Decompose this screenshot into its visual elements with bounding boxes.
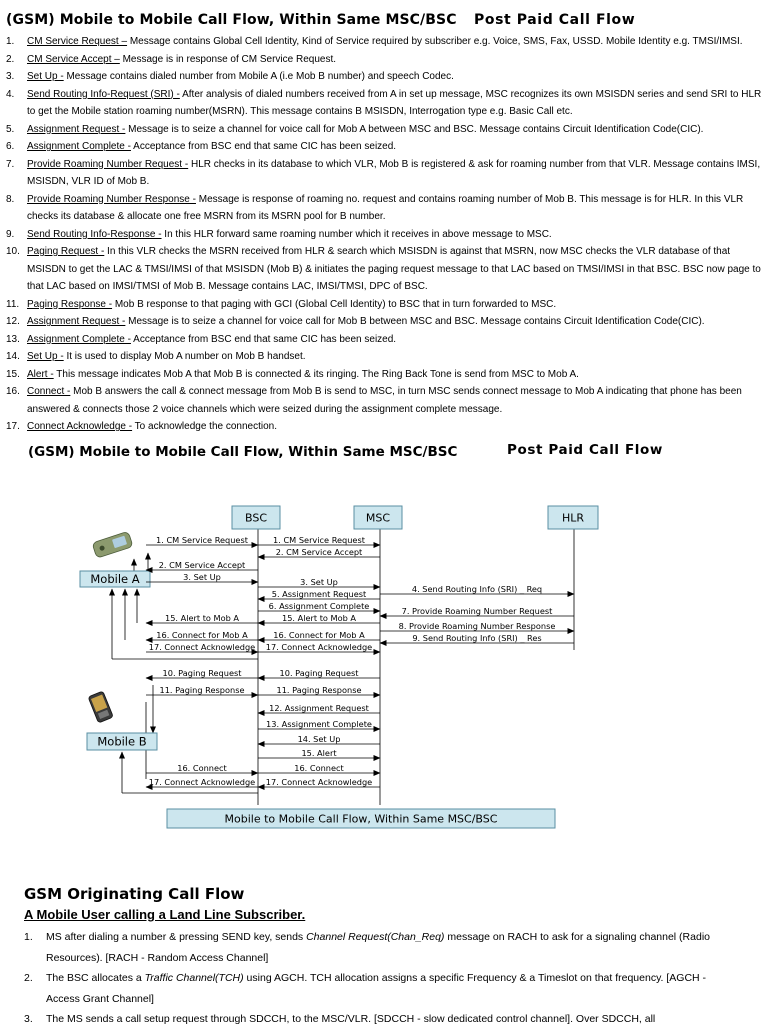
bsc-label: BSC xyxy=(244,511,268,525)
step-item xyxy=(0,331,766,349)
message-arrow xyxy=(258,642,380,652)
message-arrow xyxy=(380,606,574,616)
message-arrow xyxy=(146,630,258,640)
step-item xyxy=(0,138,766,156)
step-text: Message is to seize a channel for voice call for Mob B between MSC and BSC. Message contains Circuit Identification Code(CIC). xyxy=(125,316,705,327)
originating-steps-list xyxy=(0,927,766,1030)
message-label: 17. Connect Acknowledge xyxy=(265,777,373,787)
header xyxy=(6,12,766,32)
step-text: Message is in response of CM Service Request. xyxy=(119,53,337,65)
step-term: Connect Acknowledge - xyxy=(27,421,133,432)
step-term: Alert - xyxy=(27,368,54,380)
step-term: Set Up - xyxy=(27,71,64,82)
step-text: Mob B answers the call & connect message from Mob B is send to MSC, in turn MSC sends connect message to Mob A indicating that phone has been answered & connects those 2 voice channels which were seized during the assignment complete message. xyxy=(27,386,742,415)
message-label: 14. Set Up xyxy=(297,734,341,744)
message-label: 16. Connect xyxy=(294,763,344,773)
message-label: 10. Paging Request xyxy=(162,668,242,678)
step-term: Paging Response - xyxy=(27,298,113,310)
step-number: 6. xyxy=(6,141,15,152)
message-arrow xyxy=(146,535,258,545)
message-arrow xyxy=(146,642,258,652)
step-number: 13. xyxy=(6,333,20,345)
message-label: 17. Connect Acknowledge xyxy=(148,777,256,787)
message-arrow xyxy=(146,763,258,773)
message-label: 16. Connect for Mob A xyxy=(273,630,365,640)
step-term: Assignment Request - xyxy=(27,123,126,135)
step-term: Paging Request - xyxy=(27,246,105,257)
message-arrow xyxy=(258,719,380,729)
message-label: 15. Alert to Mob A xyxy=(164,613,240,623)
mobile-b-label: Mobile B xyxy=(97,734,147,749)
step-item xyxy=(0,296,766,314)
step-text: After analysis of dialed numbers received from A in set up message, MSC recognizes its own MSISDN series and send SRI to HLR to get the Mobile station roaming number(MSRN). This message contains B MSISDN, Interrogation type e.g. Basic Call etc. xyxy=(27,88,762,117)
originating-title: GSM Originating Call Flow xyxy=(24,885,245,903)
step-term: Connect - xyxy=(27,386,71,397)
step-number: 3. xyxy=(6,71,15,82)
step-text: Mob B response to that paging with GCI (Global Cell Identity) to BSC that in turn forwarded to MSC. xyxy=(112,298,557,310)
step-item xyxy=(0,33,766,51)
step-number: 10. xyxy=(6,246,20,257)
step-number: 17. xyxy=(6,421,20,432)
message-arrow xyxy=(258,734,380,744)
message-arrow xyxy=(258,601,380,611)
step-number: 1. xyxy=(6,36,15,47)
step-number: 9. xyxy=(6,228,15,240)
step-channel: Traffic Channel(TCH) xyxy=(144,972,244,984)
message-label: 11. Paging Response xyxy=(159,685,245,695)
message-arrow xyxy=(146,572,258,582)
step-number: 3. xyxy=(24,1013,33,1025)
message-arrow xyxy=(258,748,380,758)
message-label: 1. CM Service Request xyxy=(156,535,248,545)
message-arrow xyxy=(380,633,574,643)
step-text: Message contains Global Cell Identity, Kind of Service required by subscriber e.g. Voice, SMS, Fax, USSD. Mobile Identity e.g. TMSI/IMSI. xyxy=(127,36,743,47)
step-item xyxy=(0,191,766,226)
step-item xyxy=(0,156,766,191)
page-title: (GSM) Mobile to Mobile Call Flow, Within Same MSC/BSC xyxy=(6,12,457,28)
step-term: Provide Roaming Number Response - xyxy=(27,193,196,205)
message-label: 16. Connect for Mob A xyxy=(156,630,248,640)
step-term: Provide Roaming Number Request - xyxy=(27,158,189,170)
hlr-label: HLR xyxy=(561,511,585,525)
message-arrow xyxy=(258,535,380,545)
diagram-header xyxy=(28,444,768,464)
message-label: 3. Set Up xyxy=(183,572,221,582)
steps-list xyxy=(0,33,766,436)
mobile-a-label: Mobile A xyxy=(90,572,140,586)
step-item xyxy=(0,383,766,418)
step-number: 12. xyxy=(6,316,20,327)
step-number: 11. xyxy=(6,298,20,310)
message-label: 17. Connect Acknowledge xyxy=(265,642,373,652)
message-arrow xyxy=(258,613,380,623)
step-text: message on RACH to ask for a signaling channel (Radio Resources). [RACH - Random Access Channel] xyxy=(46,931,710,964)
step-text: Acceptance from BSC end that same CIC has been seized. xyxy=(130,141,397,152)
step-item xyxy=(0,313,766,331)
message-label: 15. Alert to Mob A xyxy=(281,613,357,623)
call-flow-diagram xyxy=(0,495,768,835)
step-text: Message is to seize a channel for voice call for Mob A between MSC and BSC. Message contains Circuit Identification Code(CIC). xyxy=(125,123,704,135)
message-arrow xyxy=(258,589,380,599)
message-label: 1. CM Service Request xyxy=(273,535,365,545)
originating-subtitle: A Mobile User calling a Land Line Subscriber. xyxy=(24,907,306,922)
diagram-subtitle: Post Paid Call Flow xyxy=(507,442,663,458)
step-number: 1. xyxy=(24,931,33,943)
step-text: It is used to display Mob A number on Mob B handset. xyxy=(63,351,306,362)
step-number: 2. xyxy=(6,53,15,65)
step-text: The MS sends a call setup request through SDCCH, to the MSC/VLR. [SDCCH - slow dedicated control channel]. Over SDCCH, all xyxy=(46,1013,656,1025)
originating-step-item xyxy=(0,968,766,1009)
message-arrow xyxy=(146,777,258,787)
message-label: 13. Assignment Complete xyxy=(266,719,372,729)
step-text: In this VLR checks the MSRN received from HLR & search which MSISDN is against that MSRN, now MSC checks the VLR database of that MSISDN to get the LAC & TMSI/IMSI of that MSISDN (Mob B) & initiates the paging request message to that LAC based on TMSI/IMSI in that BSC. BSC now page to that LAC based on IMSI/TMSI of Mob B. Message contains LAC, IMSI/TMSI, DPC of BSC. xyxy=(27,246,761,292)
step-item xyxy=(0,68,766,86)
message-label: 2. CM Service Accept xyxy=(158,560,246,570)
message-arrow xyxy=(146,613,258,623)
message-arrow xyxy=(146,685,258,695)
step-number: 8. xyxy=(6,193,15,205)
step-item xyxy=(0,121,766,139)
step-term: Assignment Complete - xyxy=(27,333,131,345)
step-text: In this HLR forward same roaming number which it receives in above message to MSC. xyxy=(161,228,552,240)
message-label: 17. Connect Acknowledge xyxy=(148,642,256,652)
step-term: Send Routing Info-Response - xyxy=(27,228,162,240)
message-label: 4. Send Routing Info (SRI) _ Req xyxy=(411,584,543,594)
step-number: 5. xyxy=(6,123,15,135)
message-label: 6. Assignment Complete xyxy=(268,601,370,611)
message-arrow xyxy=(146,668,258,678)
page-subtitle: Post Paid Call Flow xyxy=(474,12,636,28)
message-arrow xyxy=(258,547,380,557)
step-text: using AGCH. TCH allocation assigns a specific Frequency & a Timeslot on that frequency. [AGCH - Access Grant Channel] xyxy=(46,972,707,1005)
step-text: To acknowledge the connection. xyxy=(132,421,277,432)
message-label: 12. Assignment Request xyxy=(269,703,369,713)
message-arrow xyxy=(258,630,380,640)
step-item xyxy=(0,226,766,244)
step-item xyxy=(0,86,766,121)
step-term: Assignment Complete - xyxy=(27,141,131,152)
message-arrow xyxy=(258,703,380,713)
smartphone-icon xyxy=(88,691,113,723)
step-channel: Channel Request(Chan_Req) xyxy=(306,931,445,943)
message-label: 8. Provide Roaming Number Response xyxy=(398,621,556,631)
message-arrow xyxy=(380,621,574,631)
mobile-phone-icon xyxy=(92,531,133,558)
message-arrow xyxy=(258,685,380,695)
step-term: Assignment Request - xyxy=(27,316,126,327)
msc-label: MSC xyxy=(365,511,391,525)
step-term: CM Service Request – xyxy=(27,36,128,47)
message-arrow xyxy=(258,577,380,587)
step-term: Send Routing Info-Request (SRI) - xyxy=(27,88,180,100)
message-label: 11. Paging Response xyxy=(276,685,362,695)
step-item xyxy=(0,243,766,296)
step-term: Set Up - xyxy=(27,351,64,362)
step-item xyxy=(0,418,766,436)
message-label: 3. Set Up xyxy=(300,577,338,587)
step-text: This message indicates Mob A that Mob B is connected & its ringing. The Ring Back Tone is send from MSC to Mob A. xyxy=(53,368,579,380)
step-text: MS after dialing a number & pressing SEND key, sends xyxy=(46,931,307,943)
step-item xyxy=(0,51,766,69)
step-text: The BSC allocates a xyxy=(46,972,145,984)
step-number: 7. xyxy=(6,158,15,170)
step-number: 2. xyxy=(24,972,33,984)
message-arrow xyxy=(258,668,380,678)
step-text: HLR checks in its database to which VLR, Mob B is registered & ask for roaming number from that VLR. Message contains IMSI, MSISDN, VLR ID of Mob B. xyxy=(27,158,761,187)
message-arrow xyxy=(258,777,380,787)
step-item xyxy=(0,366,766,384)
message-label: 5. Assignment Request xyxy=(271,589,367,599)
message-label: 7. Provide Roaming Number Request xyxy=(401,606,553,616)
diagram-title: (GSM) Mobile to Mobile Call Flow, Within Same MSC/BSC xyxy=(28,444,458,460)
step-text: Message is response of roaming no. request and contains roaming number of Mob B. This message is for HLR. In this VLR checks its database & allocate one free MSRN from its MSRN pool for B number. xyxy=(27,193,744,222)
step-text: Acceptance from BSC end that same CIC has been seized. xyxy=(130,333,397,345)
diagram-caption: Mobile to Mobile Call Flow, Within Same MSC/BSC xyxy=(224,812,498,826)
message-label: 15. Alert xyxy=(301,748,337,758)
step-number: 14. xyxy=(6,351,20,362)
message-label: 16. Connect xyxy=(177,763,227,773)
step-number: 16. xyxy=(6,386,20,397)
message-label: 10. Paging Request xyxy=(279,668,359,678)
step-number: 4. xyxy=(6,88,15,100)
step-item xyxy=(0,348,766,366)
step-term: CM Service Accept – xyxy=(27,53,120,65)
message-arrow xyxy=(380,584,574,594)
message-label: 9. Send Routing Info (SRI) _ Res xyxy=(412,633,542,643)
step-number: 15. xyxy=(6,368,20,380)
originating-step-item xyxy=(0,1009,766,1030)
message-label: 2. CM Service Accept xyxy=(275,547,363,557)
step-text: Message contains dialed number from Mobile A (i.e Mob B number) and speech Codec. xyxy=(63,71,454,82)
message-arrow xyxy=(258,763,380,773)
originating-step-item xyxy=(0,927,766,968)
message-arrow xyxy=(146,560,258,570)
